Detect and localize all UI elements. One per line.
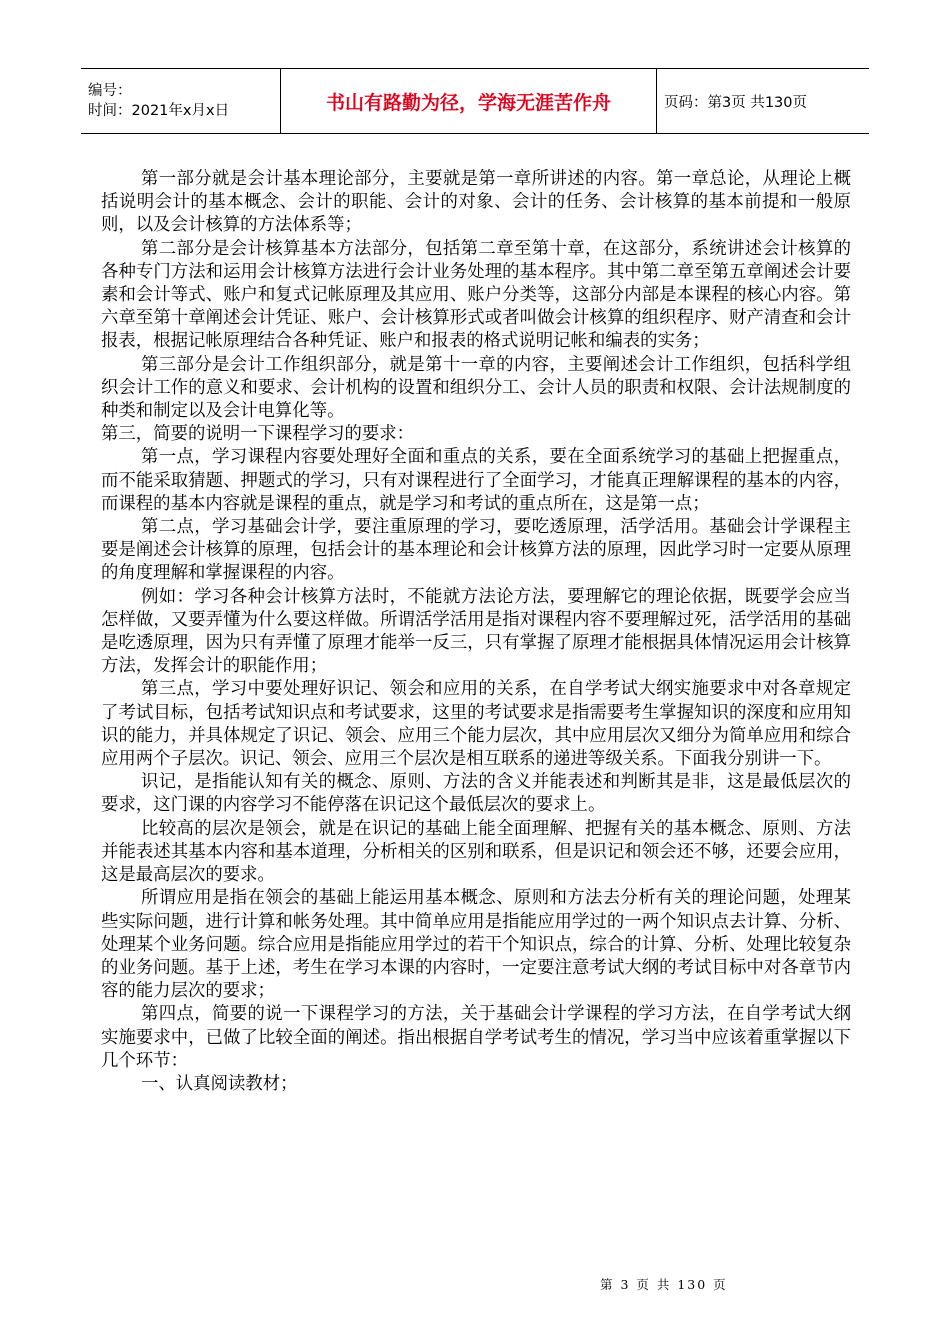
paragraph: 例如：学习各种会计核算方法时，不能就方法论方法，要理解它的理论依据，既要学会应当怎样做，又要弄懂为什么要这样做。所谓活学活用是指对课程内容不要理解过死，活学活用的基础是吃透原理，因为只有弄懂了原理才能举一反三，只有掌握了原理才能根据具体情况运用会计核算方法，发挥会计的职能作用；: [101, 586, 851, 677]
document-body: [101, 168, 851, 1096]
paragraph: 一、认真阅读教材；: [141, 1073, 298, 1094]
header-page-info: 页码：第3页 共130页: [664, 94, 808, 111]
date-line: 时间：2021年x月x日: [88, 103, 230, 119]
paragraph: 识记，是指能认知有关的概念、原则、方法的含义并能表述和判断其是非，这是最低层次的要求，这门课的内容学习不能停落在识记这个最低层次的要求上。: [101, 772, 851, 816]
paragraph: 比较高的层次是领会，就是在识记的基础上能全面理解、把握有关的基本概念、原则、方法并能表述其基本内容和基本道理，分析相关的区别和联系，但是识记和领会还不够，还要会应用，这是最高层次的要求。: [101, 818, 851, 886]
header-motto: 书山有路勤为径，学海无涯苦作舟: [281, 69, 657, 133]
paragraph: 第一部分就是会计基本理论部分，主要就是第一章所讲述的内容。第一章总论，从理论上概括说明会计的基本概念、会计的职能、会计的对象、会计的任务、会计核算的基本前提和一般原则，以及会计核算的方法体系等；: [101, 169, 851, 236]
serial-label: 编号：: [88, 83, 132, 99]
paragraph: 第三部分是会计工作组织部分，就是第十一章的内容，主要阐述会计工作组织，包括科学组织会计工作的意义和要求、会计机构的设置和组织分工、会计人员的职责和权限、会计法规制度的种类和制定以及会计电算化等。: [101, 354, 851, 422]
paragraph: 第三点，学习中要处理好识记、领会和应用的关系，在自学考试大纲实施要求中对各章规定了考试目标，包括考试知识点和考试要求，这里的考试要求是指需要考生掌握知识的深度和应用知识的能力，并具体规定了识记、领会、应用三个能力层次，其中应用层次又细分为简单应用和综合应用两个子层次。识记、领会、应用三个层次是相互联系的递进等级关系。下面我分别讲一下。: [101, 679, 851, 770]
paragraph: 第一点，学习课程内容要处理好全面和重点的关系，要在全面系统学习的基础上把握重点，而不能采取猜题、押题式的学习，只有对课程进行了全面学习，才能真正理解课程的基本的内容，而课程的基本内容就是课程的重点，就是学习和考试的重点所在，这是第一点；: [101, 447, 851, 514]
paragraph: 第二部分是会计核算基本方法部分，包括第二章至第十章，在这部分，系统讲述会计核算的各种专门方法和运用会计核算方法进行会计业务处理的基本程序。其中第二章至第五章阐述会计要素和会计等式、账户和复式记帐原理及其应用、账户分类等，这部分内部是本课程的核心内容。第六章至第十章阐述会计凭证、账户、会计核算形式或者叫做会计核算的组织程序、财产清查和会计报表，根据记帐原理结合各种凭证、账户和报表的格式说明记帐和编表的实务；: [101, 238, 851, 352]
paragraph: 第四点，简要的说一下课程学习的方法，关于基础会计学课程的学习方法，在自学考试大纲实施要求中，已做了比较全面的阐述。指出根据自学考试考生的情况，学习当中应该着重掌握以下几个环节：: [101, 1004, 851, 1071]
section-heading: 第三，简要的说明一下课程学习的要求：: [101, 424, 415, 445]
paragraph: 所谓应用是指在领会的基础上能运用基本概念、原则和方法去分析有关的理论问题，处理某些实际问题，进行计算和帐务处理。其中简单应用是指能应用学过的一两个知识点去计算、分析、处理某个业务问题。综合应用是指能应用学过的若干个知识点，综合的计算、分析、处理比较复杂的业务问题。基于上述，考生在学习本课的内容时，一定要注意考试大纲的考试目标中对各章节内容的能力层次的要求；: [101, 888, 851, 1002]
paragraph: 第二点，学习基础会计学，要注重原理的学习，要吃透原理，活学活用。基础会计学课程主要是阐述会计核算的原理，包括会计的基本理论和会计核算方法的原理，因此学习时一定要从原理的角度理解和掌握课程的内容。: [101, 517, 851, 584]
page-footer: 第 3 页 共 130 页: [600, 1277, 728, 1292]
header-meta: [81, 69, 281, 133]
page-header: [81, 68, 869, 134]
